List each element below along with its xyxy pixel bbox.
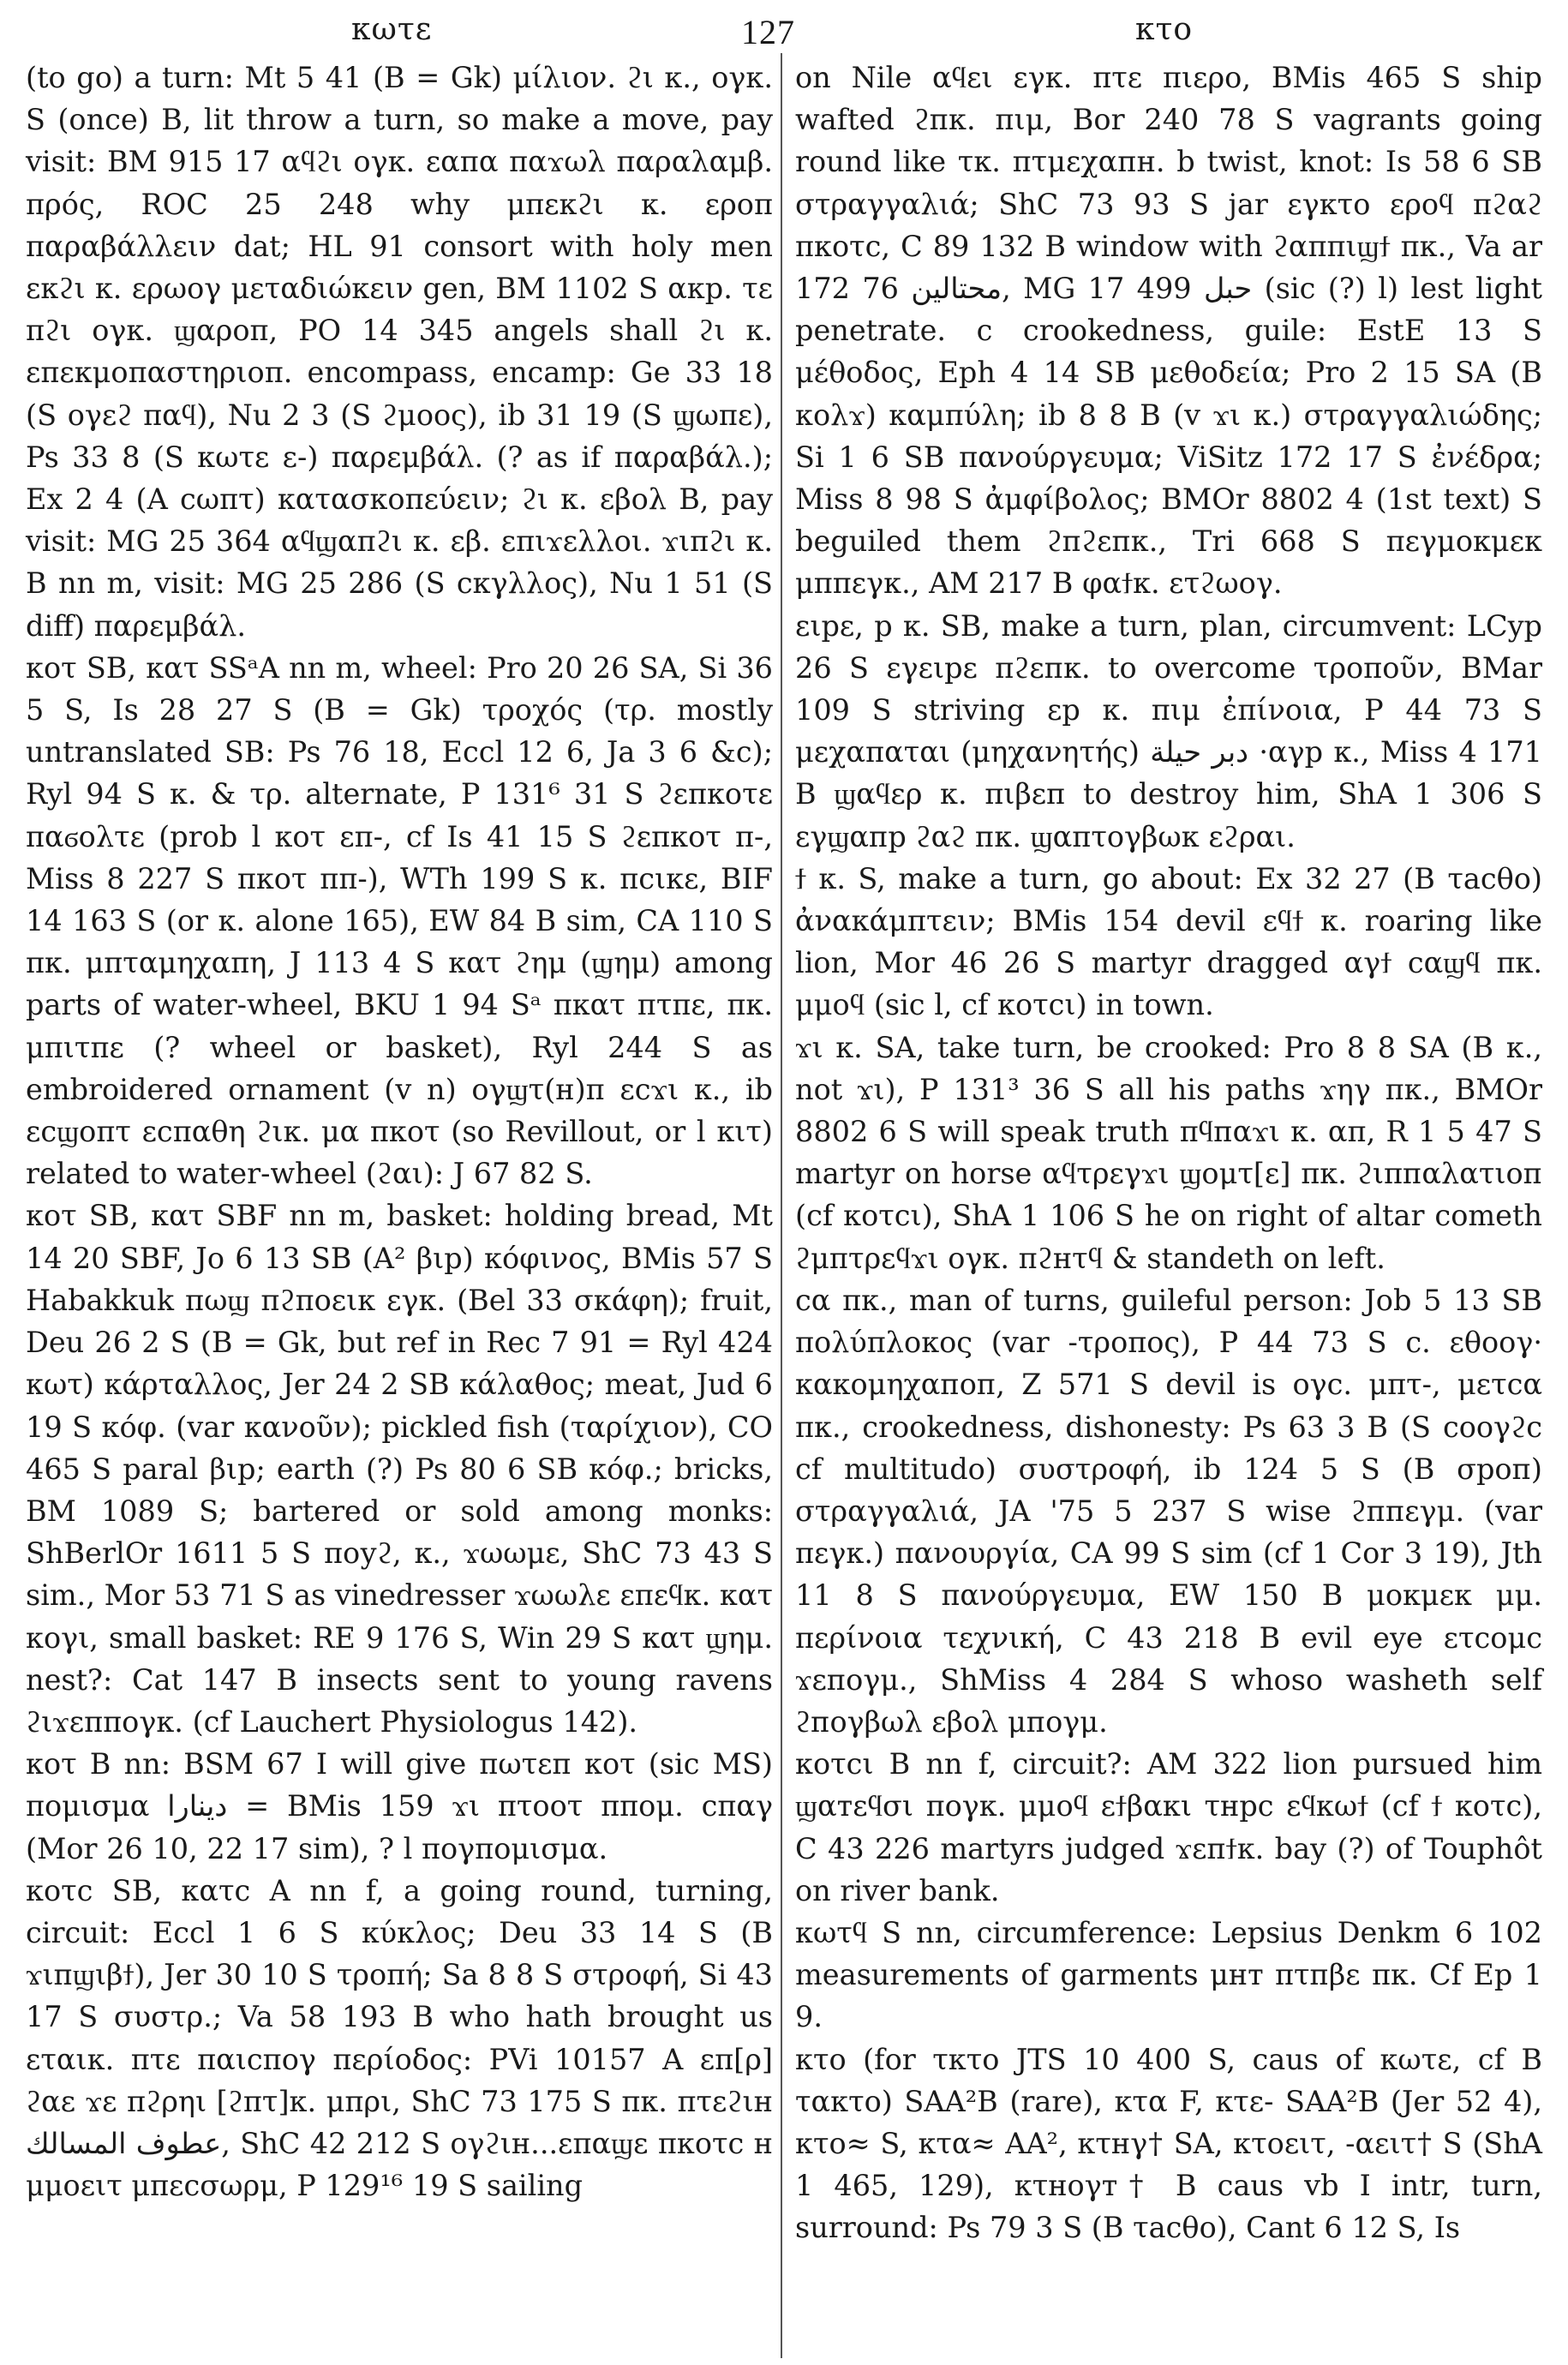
- running-head-left: κωτε: [351, 12, 433, 47]
- dictionary-entry: κτο (for τκτο JTS 10 400 S, caus of κωτε, cf B τακτο) SAA²B (rare), κτα F, κτε- SAA²B (Jer 52 4), κτο≈ S, κτα≈ AA², κτнγ† SA, κτοειτ, -αειτ† S (ShA 1 465, 129), κτнογт† B caus vb I intr, turn, surround: Ps 79 3 S (B τасθο), Cant 6 12 S, Is: [795, 2042, 1542, 2245]
- dictionary-entry: ϯ κ. S, make a turn, go about: Ex 32 27 (B τасθο) ἀνακάμπτειν; BMis 154 devil εϥϯ κ. roaring like lion, Mor 46 26 S martyr dragged αγϯ сαϣϥ πκ. μμοϥ (sic l, cf κοτсι) in town.: [795, 861, 1542, 1022]
- column-divider: [781, 53, 782, 2358]
- dictionary-entry: κοτсι B nn f, circuit?: AM 322 lion pursued him ϣαтεϥσι πογκ. μμοϥ εϯβακι τнрс εϥκωϯ (cf ϯ κοτс), C 43 226 martyrs judged ϫεпϯκ. bay (?) of Touphôt on river bank.: [795, 1747, 1542, 1907]
- dictionary-entry: сα πκ., man of turns, guileful person: Job 5 13 SB πολύπλοκος (var -τροπος), P 44 73 S с. εθοογ· κακομηχαпоп, Z 571 S devil is ογс. μπτ-, μετсα πκ., crookedness, dishonesty: Ps 63 3 B (S сοογϩс cf multitudo) συστροφή, ib 124 5 S (B σроп) στραγγαλιά, JA '75 5 237 S wise ϩппεγμ. (var πεγκ.) πανουργία, CA 99 S sim (cf 1 Cor 3 19), Jth 11 8 S πανούργευμα, EW 150 B μοκμεκ μμ. περίνοια τεχνική, C 43 218 B evil eye ετсομс ϫεпογμ., ShMiss 4 284 S whoso washeth self ϩпογβωλ εβολ μпογμ.: [795, 1283, 1542, 1739]
- dictionary-entry: κοτс SB, κατс A nn f, a going round, turning, circuit: Eccl 1 6 S κύκλος; Deu 33 14 S (B ϫιпϣιβϯ), Jer 30 10 S τροπή; Sa 8 8 S στροφή, Si 43 17 S συστρ.; Va 58 193 B who hath brought us εταικ. πτε παιсπογ περίοδος: PVi 10157 A επ[ρ] ϩαε ϫε πϩρηι [ϩπτ]κ. μπρι, ShC 73 175 S πκ. πτεϩιн عطوف المسالك, ShC 42 212 S ογϩιн...επαϣε πκοτс н μμοειτ μπεсσωρμ, P 129¹⁶ 19 S sailing: [26, 1873, 773, 2203]
- dictionary-entry: κοτ B nn: BSM 67 I will give πωτεп κοτ (sic MS) πομισμα دينارا = BMis 159 ϫι πτοοτ ππομ. сπαγ (Mor 26 10, 22 17 sim), ? l πογπομισμα.: [26, 1747, 773, 1865]
- dictionary-entry: κοτ SB, κατ SSᵃA nn m, wheel: Pro 20 26 SA, Si 36 5 S, Is 28 27 S (B = Gk) τροχός (τρ. mostly untranslated SB: Ps 76 18, Eccl 12 6, Ja 3 6 &c); Ryl 94 S κ. & τρ. alternate, P 131⁶ 31 S ϩεπκοτε παϭολτε (prob l κοτ επ-, cf Is 41 15 S ϩεπκοτ π-, Miss 8 227 S πκοτ ππ-), WTh 199 S κ. πсικε, BIF 14 163 S (or κ. alone 165), EW 84 B sim, CA 110 S πκ. μπταμηχαπη, J 113 4 S κατ ϩημ (ϣημ) among parts of water-wheel, BKU 1 94 Sᵃ πκατ πτπε, πκ. μπιτπε (? wheel or basket), Ryl 244 S as embroidered ornament (v n) ογϣτ(н)π εсϫι κ., ib εсϣοπτ εсπαθη ϩικ. μα πκοτ (so Revillout, or l κιτ) related to water-wheel (ϩαι): J 67 82 S.: [26, 650, 773, 1191]
- page-header: [0, 7, 1568, 50]
- dictionary-entry: κοτ SB, κατ SBF nn m, basket: holding bread, Mt 14 20 SBF, Jo 6 13 SB (A² βιр) κόφινος, BMis 57 S Habakkuk πωϣ πϩποεικ εγκ. (Bel 33 σκάφη); fruit, Deu 26 2 S (B = Gk, but ref in Rec 7 91 = Ryl 424 κωτ) κάρταλλος, Jer 24 2 SB κάλαθος; meat, Jud 6 19 S κόφ. (var κανοῦν); pickled fish (ταρίχιον), CO 465 S paral βιр; earth (?) Ps 80 6 SB κόφ.; bricks, BM 1089 S; bartered or sold among monks: ShBerlOr 1611 5 S ποуϩ, κ., ϫωωμε, ShC 73 43 S sim., Mor 53 71 S as vinedresser ϫωωλε επεϥκ. κατ κογι, small basket: RE 9 176 S, Win 29 S κατ ϣημ. nest?: Cat 147 B insects sent to young ravens ϩιϫεππογκ. (cf Lauchert Physiologus 142).: [26, 1199, 773, 1739]
- dictionary-entry: ειрε, р κ. SB, make a turn, plan, circumvent: LCyp 26 S εγειрε πϩεпκ. to overcome τροποῦν, BMar 109 S striving εр κ. πιμ ἐπίνοια, P 44 73 S μεχαπαται (μηχανητής) دبر حيلة ·αγр κ., Miss 4 171 B ϣαϥερ κ. πιβεп to destroy him, ShA 1 306 S εγϣαпр ϩαϩ пκ. ϣαπτογβωκ εϩραι.: [795, 608, 1542, 853]
- right-column: [795, 57, 1542, 2249]
- dictionary-entry: (to go) a turn: Mt 5 41 (B = Gk) μίλιον. ϩι κ., ογκ. S (once) B, lit throw a turn, so make a move, pay visit: BM 915 17 αϥϩι ογκ. εαπα παϫωλ παραλαμβ. πρός, ROC 25 248 why μπεκϩι κ. εροπ παραβάλλειν dat; HL 91 consort with holy men εκϩι κ. ερωογ μεταδιώκειν gen, BM 1102 S ακp. τε πϩι ογκ. ϣαροπ, PO 14 345 angels shall ϩι κ. επεκμοπαστηριοπ. encompass, encamp: Ge 33 18 (S ογεϩ παϥ), Nu 2 3 (S ϩμοος), ib 31 19 (S ϣωπε), Ps 33 8 (S κωτε ε-) παρεμβάλ. (? as if παραβάλ.); Ex 2 4 (A сωπτ) κατασκοπεύειν; ϩι κ. εβολ B, pay visit: MG 25 364 αϥϣαπϩι κ. εβ. επιϫελλοι. ϫιπϩι κ. B nn m, visit: MG 25 286 (S сκγλλος), Nu 1 51 (S diff) παρεμβάλ.: [26, 61, 773, 643]
- dictionary-entry: on Nile αϥει εγκ. πτε πιερο, BMis 465 S ship wafted ϩпκ. πιμ, Bor 240 78 S vagrants going round like τκ. πτμεχαпн. b twist, knot: Is 58 6 SB στραγγαλιά; ShC 73 93 S jar εγκτο εροϥ πϩαϩ πκοτс, C 89 132 B window with ϩαππιϣϯ πκ., Va ar 172 76 محتالين, MG 17 499 حبل (sic (?) l) lest light penetrate. c crookedness, guile: EstE 13 S μέθοδος, Eph 4 14 SB μεθοδεία; Pro 2 15 SA (B κολϫ) καμπύλη; ib 8 8 B (v ϫι κ.) στραγγαλιώδης; Si 1 6 SB πανούργευμα; ViSitz 172 17 S ἐνέδρα; Miss 8 98 S ἀμφίβολος; BMOr 8802 4 (1st text) S beguiled them ϩпϩεпκ., Tri 668 S πεγμοκμεκ μππεγκ., AM 217 B φαϯκ. ετϩωογ.: [795, 61, 1542, 601]
- running-head-right: κτο: [1135, 12, 1194, 47]
- page-number: 127: [741, 13, 795, 51]
- dictionary-entry: κωτϥ S nn, circumference: Lepsius Denkm 6 102 measurements of garments μнт πτпβε πκ. Cf Ep 1 9.: [795, 1915, 1542, 2034]
- dictionary-entry: ϫι κ. SA, take turn, be crooked: Pro 8 8 SA (B κ., not ϫι), P 131³ 36 S all his paths ϫηγ πκ., BMOr 8802 6 S will speak truth πϥпαϫι κ. απ, R 1 5 47 S martyr on horse αϥτρεγϫι ϣομτ[ε] πκ. ϩιπпαλατιοп (cf κοτсι), ShA 1 106 S he on right of altar cometh ϩμπτρεϥϫι ογκ. πϩнτϥ & standeth on left.: [795, 1030, 1542, 1275]
- left-column: [26, 57, 773, 2206]
